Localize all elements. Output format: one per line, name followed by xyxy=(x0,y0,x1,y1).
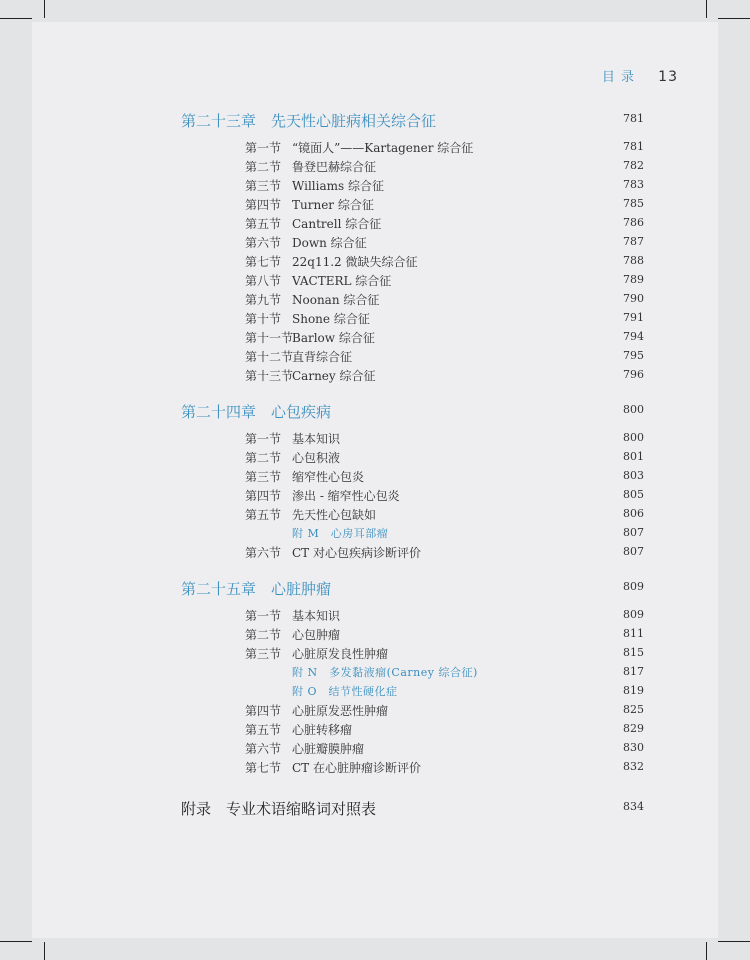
toc-entry xyxy=(0,177,750,196)
chapter-heading xyxy=(0,401,750,420)
section-title: 心脏原发良性肿瘤 xyxy=(292,647,389,661)
crop-mark-bottom-right-h xyxy=(718,941,750,942)
section-number: 第七节 xyxy=(245,761,282,775)
section-number: 第九节 xyxy=(245,293,282,307)
section-number: 第八节 xyxy=(245,274,282,288)
toc-entry xyxy=(0,506,750,525)
section-page: 819 xyxy=(623,684,644,697)
crop-mark-top-right xyxy=(706,0,707,18)
crop-mark-bottom-left-h xyxy=(0,941,32,942)
section-page: 785 xyxy=(623,197,644,210)
section-number: 第六节 xyxy=(245,546,282,560)
toc-entry xyxy=(0,329,750,348)
section-number: 第三节 xyxy=(245,647,282,661)
section-title: CT 对心包疾病诊断评价 xyxy=(292,546,422,560)
section-number: 第一节 xyxy=(245,432,282,446)
section-number: 第二节 xyxy=(245,451,282,465)
section-number: 第六节 xyxy=(245,236,282,250)
section-number: 第十节 xyxy=(245,312,282,326)
section-page: 811 xyxy=(623,627,644,640)
toc-entry xyxy=(0,430,750,449)
header-label: 目 录 xyxy=(601,70,636,85)
toc-entry xyxy=(0,607,750,626)
chapter-page: 781 xyxy=(623,112,644,125)
section-number: 第三节 xyxy=(245,470,282,484)
section-number: 第一节 xyxy=(245,141,282,155)
section-number: 第四节 xyxy=(245,198,282,212)
section-number: 第二节 xyxy=(245,628,282,642)
section-number: 第六节 xyxy=(245,742,282,756)
section-title: 直背综合征 xyxy=(292,350,353,364)
section-title: Williams 综合征 xyxy=(292,179,384,193)
appendix-entry-title: 附 O 结节性硬化症 xyxy=(292,685,398,698)
toc-entry xyxy=(0,645,750,664)
section-number: 第四节 xyxy=(245,489,282,503)
section-page: 829 xyxy=(623,722,644,735)
toc-appendix-entry xyxy=(0,664,750,683)
section-title: 基本知识 xyxy=(292,609,341,623)
section-title: Noonan 综合征 xyxy=(292,293,380,307)
section-page: 815 xyxy=(623,646,644,659)
toc-entry xyxy=(0,487,750,506)
appendix-heading xyxy=(0,798,750,817)
section-title: VACTERL 综合征 xyxy=(292,274,392,288)
toc-entry xyxy=(0,721,750,740)
crop-mark-top-right-h xyxy=(718,18,750,19)
section-page: 783 xyxy=(623,178,644,191)
chapter-heading xyxy=(0,578,750,597)
section-title: 鲁登巴赫综合征 xyxy=(292,160,377,174)
toc-entry xyxy=(0,310,750,329)
toc-entry xyxy=(0,348,750,367)
section-page: 787 xyxy=(623,235,644,248)
section-number: 第三节 xyxy=(245,179,282,193)
section-title: Barlow 综合征 xyxy=(292,331,375,345)
section-page: 800 xyxy=(623,431,644,444)
toc-entry xyxy=(0,449,750,468)
appendix-entry-title: 附 M 心房耳部瘤 xyxy=(292,527,389,540)
toc-entry xyxy=(0,702,750,721)
section-number: 第十一节 xyxy=(245,331,294,345)
appendix-entry-title: 附 N 多发黏液瘤(Carney 综合征) xyxy=(292,666,478,679)
toc-entry xyxy=(0,215,750,234)
section-title: Cantrell 综合征 xyxy=(292,217,382,231)
section-title: Turner 综合征 xyxy=(292,198,374,212)
toc-appendix-entry xyxy=(0,525,750,544)
crop-mark-top-left-h xyxy=(0,18,32,19)
appendix-page: 834 xyxy=(623,800,644,813)
section-number: 第十三节 xyxy=(245,369,294,383)
chapter-page: 809 xyxy=(623,580,644,593)
section-number: 第五节 xyxy=(245,723,282,737)
section-number: 第十二节 xyxy=(245,350,294,364)
toc-entry xyxy=(0,158,750,177)
section-number: 第五节 xyxy=(245,217,282,231)
toc-entry xyxy=(0,234,750,253)
section-title: 心脏瓣膜肿瘤 xyxy=(292,742,365,756)
crop-mark-bottom-left xyxy=(44,942,45,960)
section-page: 832 xyxy=(623,760,644,773)
toc-entry xyxy=(0,759,750,778)
section-page: 807 xyxy=(623,545,644,558)
section-number: 第五节 xyxy=(245,508,282,522)
section-number: 第七节 xyxy=(245,255,282,269)
section-title: 22q11.2 微缺失综合征 xyxy=(292,255,418,269)
header-page-number: 13 xyxy=(658,69,678,85)
section-page: 817 xyxy=(623,665,644,678)
appendix-title: 附录 专业术语缩略词对照表 xyxy=(181,800,377,818)
section-page: 791 xyxy=(623,311,644,324)
section-page: 789 xyxy=(623,273,644,286)
toc-entry xyxy=(0,468,750,487)
section-title: 缩窄性心包炎 xyxy=(292,470,365,484)
section-title: 渗出 - 缩窄性心包炎 xyxy=(292,489,400,503)
toc-entry xyxy=(0,544,750,563)
toc-entry xyxy=(0,626,750,645)
section-number: 第一节 xyxy=(245,609,282,623)
section-title: Down 综合征 xyxy=(292,236,367,250)
section-title: 基本知识 xyxy=(292,432,341,446)
section-number: 第二节 xyxy=(245,160,282,174)
section-title: CT 在心脏肿瘤诊断评价 xyxy=(292,761,422,775)
section-title: 先天性心包缺如 xyxy=(292,508,377,522)
toc-entry xyxy=(0,196,750,215)
chapter-page: 800 xyxy=(623,403,644,416)
section-number: 第四节 xyxy=(245,704,282,718)
crop-mark-bottom-right xyxy=(706,942,707,960)
section-page: 801 xyxy=(623,450,644,463)
chapter-title: 第二十三章 先天性心脏病相关综合征 xyxy=(181,112,437,130)
section-page: 788 xyxy=(623,254,644,267)
section-title: 心包积液 xyxy=(292,451,341,465)
crop-mark-top-left xyxy=(44,0,45,18)
toc-entry xyxy=(0,272,750,291)
section-title: Shone 综合征 xyxy=(292,312,370,326)
section-page: 806 xyxy=(623,507,644,520)
section-page: 790 xyxy=(623,292,644,305)
toc-appendix-entry xyxy=(0,683,750,702)
toc-entry xyxy=(0,291,750,310)
toc-entry xyxy=(0,367,750,386)
section-title: 心脏转移瘤 xyxy=(292,723,353,737)
section-page: 830 xyxy=(623,741,644,754)
section-page: 786 xyxy=(623,216,644,229)
section-title: 心脏原发恶性肿瘤 xyxy=(292,704,389,718)
toc-entry xyxy=(0,253,750,272)
chapter-title: 第二十四章 心包疾病 xyxy=(181,403,332,421)
section-title: 心包肿瘤 xyxy=(292,628,341,642)
section-page: 809 xyxy=(623,608,644,621)
chapter-title: 第二十五章 心脏肿瘤 xyxy=(181,580,332,598)
section-title: Carney 综合征 xyxy=(292,369,376,383)
section-page: 782 xyxy=(623,159,644,172)
running-header xyxy=(602,66,678,85)
section-page: 796 xyxy=(623,368,644,381)
section-page: 825 xyxy=(623,703,644,716)
section-page: 781 xyxy=(623,140,644,153)
section-page: 803 xyxy=(623,469,644,482)
chapter-heading xyxy=(0,110,750,129)
section-page: 807 xyxy=(623,526,644,539)
toc-entry xyxy=(0,740,750,759)
section-page: 794 xyxy=(623,330,644,343)
toc-entry xyxy=(0,139,750,158)
section-page: 795 xyxy=(623,349,644,362)
section-page: 805 xyxy=(623,488,644,501)
section-title: “镜面人”——Kartagener 综合征 xyxy=(292,141,474,155)
